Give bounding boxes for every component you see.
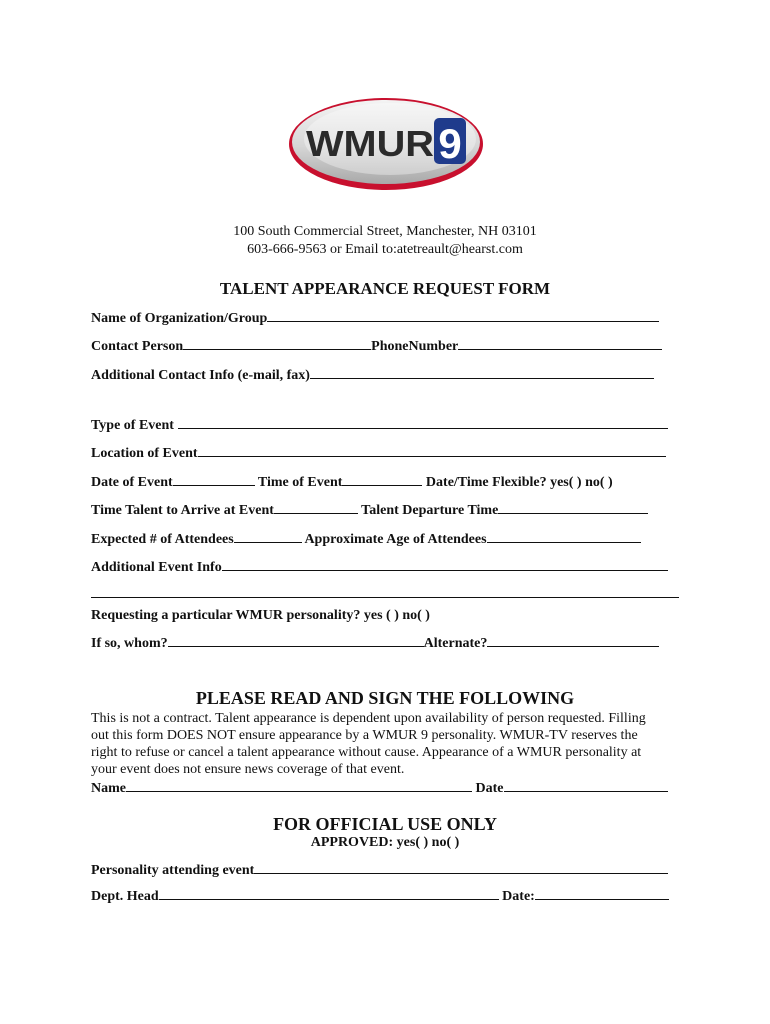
additional-contact-label: Additional Contact Info (e-mail, fax): [91, 368, 310, 383]
whom-field[interactable]: [168, 633, 424, 647]
phone-field[interactable]: [458, 336, 662, 350]
signature-row: [91, 778, 668, 797]
agreement-line-1: This is not a contract. Talent appearance is dependent upon availability of person requested. Filling: [91, 711, 646, 726]
phone-label: PhoneNumber: [371, 339, 459, 354]
org-row: [91, 308, 659, 327]
location-event-row: [91, 443, 666, 462]
requesting-label[interactable]: Requesting a particular WMUR personality? yes ( ) no( ): [91, 608, 430, 623]
age-field[interactable]: [487, 529, 641, 543]
personality-row: [91, 860, 668, 879]
additional-event-label: Additional Event Info: [91, 560, 222, 575]
attendees-label: Expected # of Attendees: [91, 532, 234, 547]
alternate-label: Alternate?: [423, 636, 488, 651]
address-line: 100 South Commercial Street, Manchester, NH 03101: [233, 224, 537, 239]
additional-event-field-2[interactable]: [91, 584, 679, 598]
additional-event-row-2: [91, 584, 679, 603]
arrive-depart-row: [91, 500, 648, 519]
contact-row: [91, 336, 662, 355]
dept-head-label: Dept. Head: [91, 889, 159, 904]
contact-person-label: Contact Person: [91, 339, 184, 354]
contact-person-field[interactable]: [183, 336, 371, 350]
name-label: Name: [91, 781, 126, 796]
agreement-line-4: your event does not ensure news coverage of that event.: [91, 762, 405, 777]
personality-label: Personality attending event: [91, 863, 255, 878]
arrive-label: Time Talent to Arrive at Event: [91, 503, 274, 518]
logo-brand-text: WMUR: [306, 123, 434, 164]
wmur-9-logo: [286, 94, 486, 194]
type-event-label: Type of Event: [91, 418, 174, 433]
type-event-field[interactable]: [178, 415, 668, 429]
requesting-row: [91, 608, 430, 624]
departure-field[interactable]: [498, 500, 648, 514]
date-time-row: [91, 472, 613, 491]
arrive-field[interactable]: [274, 500, 358, 514]
agreement-title: PLEASE READ AND SIGN THE FOLLOWING: [195, 688, 575, 708]
org-field[interactable]: [267, 308, 659, 322]
alternate-field[interactable]: [487, 633, 659, 647]
additional-event-field[interactable]: [222, 557, 668, 571]
official-title: FOR OFFICIAL USE ONLY: [273, 814, 497, 834]
sign-date-field[interactable]: [504, 778, 668, 792]
location-event-field[interactable]: [198, 443, 666, 457]
org-label: Name of Organization/Group: [91, 311, 268, 326]
additional-contact-field[interactable]: [310, 365, 654, 379]
official-date-field[interactable]: [535, 886, 669, 900]
departure-label: Talent Departure Time: [361, 503, 499, 518]
flexible-label[interactable]: Date/Time Flexible? yes( ) no( ): [425, 475, 613, 490]
form-title: TALENT APPEARANCE REQUEST FORM: [219, 279, 551, 298]
type-event-row: [91, 415, 668, 434]
agreement-text: [91, 710, 681, 778]
time-event-field[interactable]: [342, 472, 422, 486]
attendees-row: [91, 529, 641, 548]
additional-contact-row: [91, 365, 654, 384]
agreement-line-2: out this form DOES NOT ensure appearance by a WMUR 9 personality. WMUR-TV reserves the: [91, 728, 638, 743]
attendees-field[interactable]: [234, 529, 302, 543]
approved-label[interactable]: APPROVED: yes( ) no( ): [310, 835, 460, 850]
if-so-label: If so, whom?: [91, 636, 168, 651]
official-date-label: Date:: [502, 889, 535, 904]
dept-head-row: [91, 886, 669, 905]
agreement-line-3: right to refuse or cancel a talent appearance without cause. Appearance of a WMUR personality at: [91, 745, 642, 760]
contact-line: 603-666-9563 or Email to:atetreault@hearst.com: [247, 242, 523, 257]
additional-event-row: [91, 557, 668, 576]
whom-row: [91, 633, 659, 652]
personality-field[interactable]: [254, 860, 668, 874]
age-label: Approximate Age of Attendees: [304, 532, 487, 547]
logo-channel-number: 9: [438, 120, 462, 167]
time-event-label: Time of Event: [257, 475, 343, 490]
location-event-label: Location of Event: [91, 446, 198, 461]
date-event-label: Date of Event: [91, 475, 173, 490]
dept-head-field[interactable]: [159, 886, 499, 900]
name-field[interactable]: [126, 778, 472, 792]
date-event-field[interactable]: [173, 472, 255, 486]
sign-date-label: Date: [475, 781, 504, 796]
